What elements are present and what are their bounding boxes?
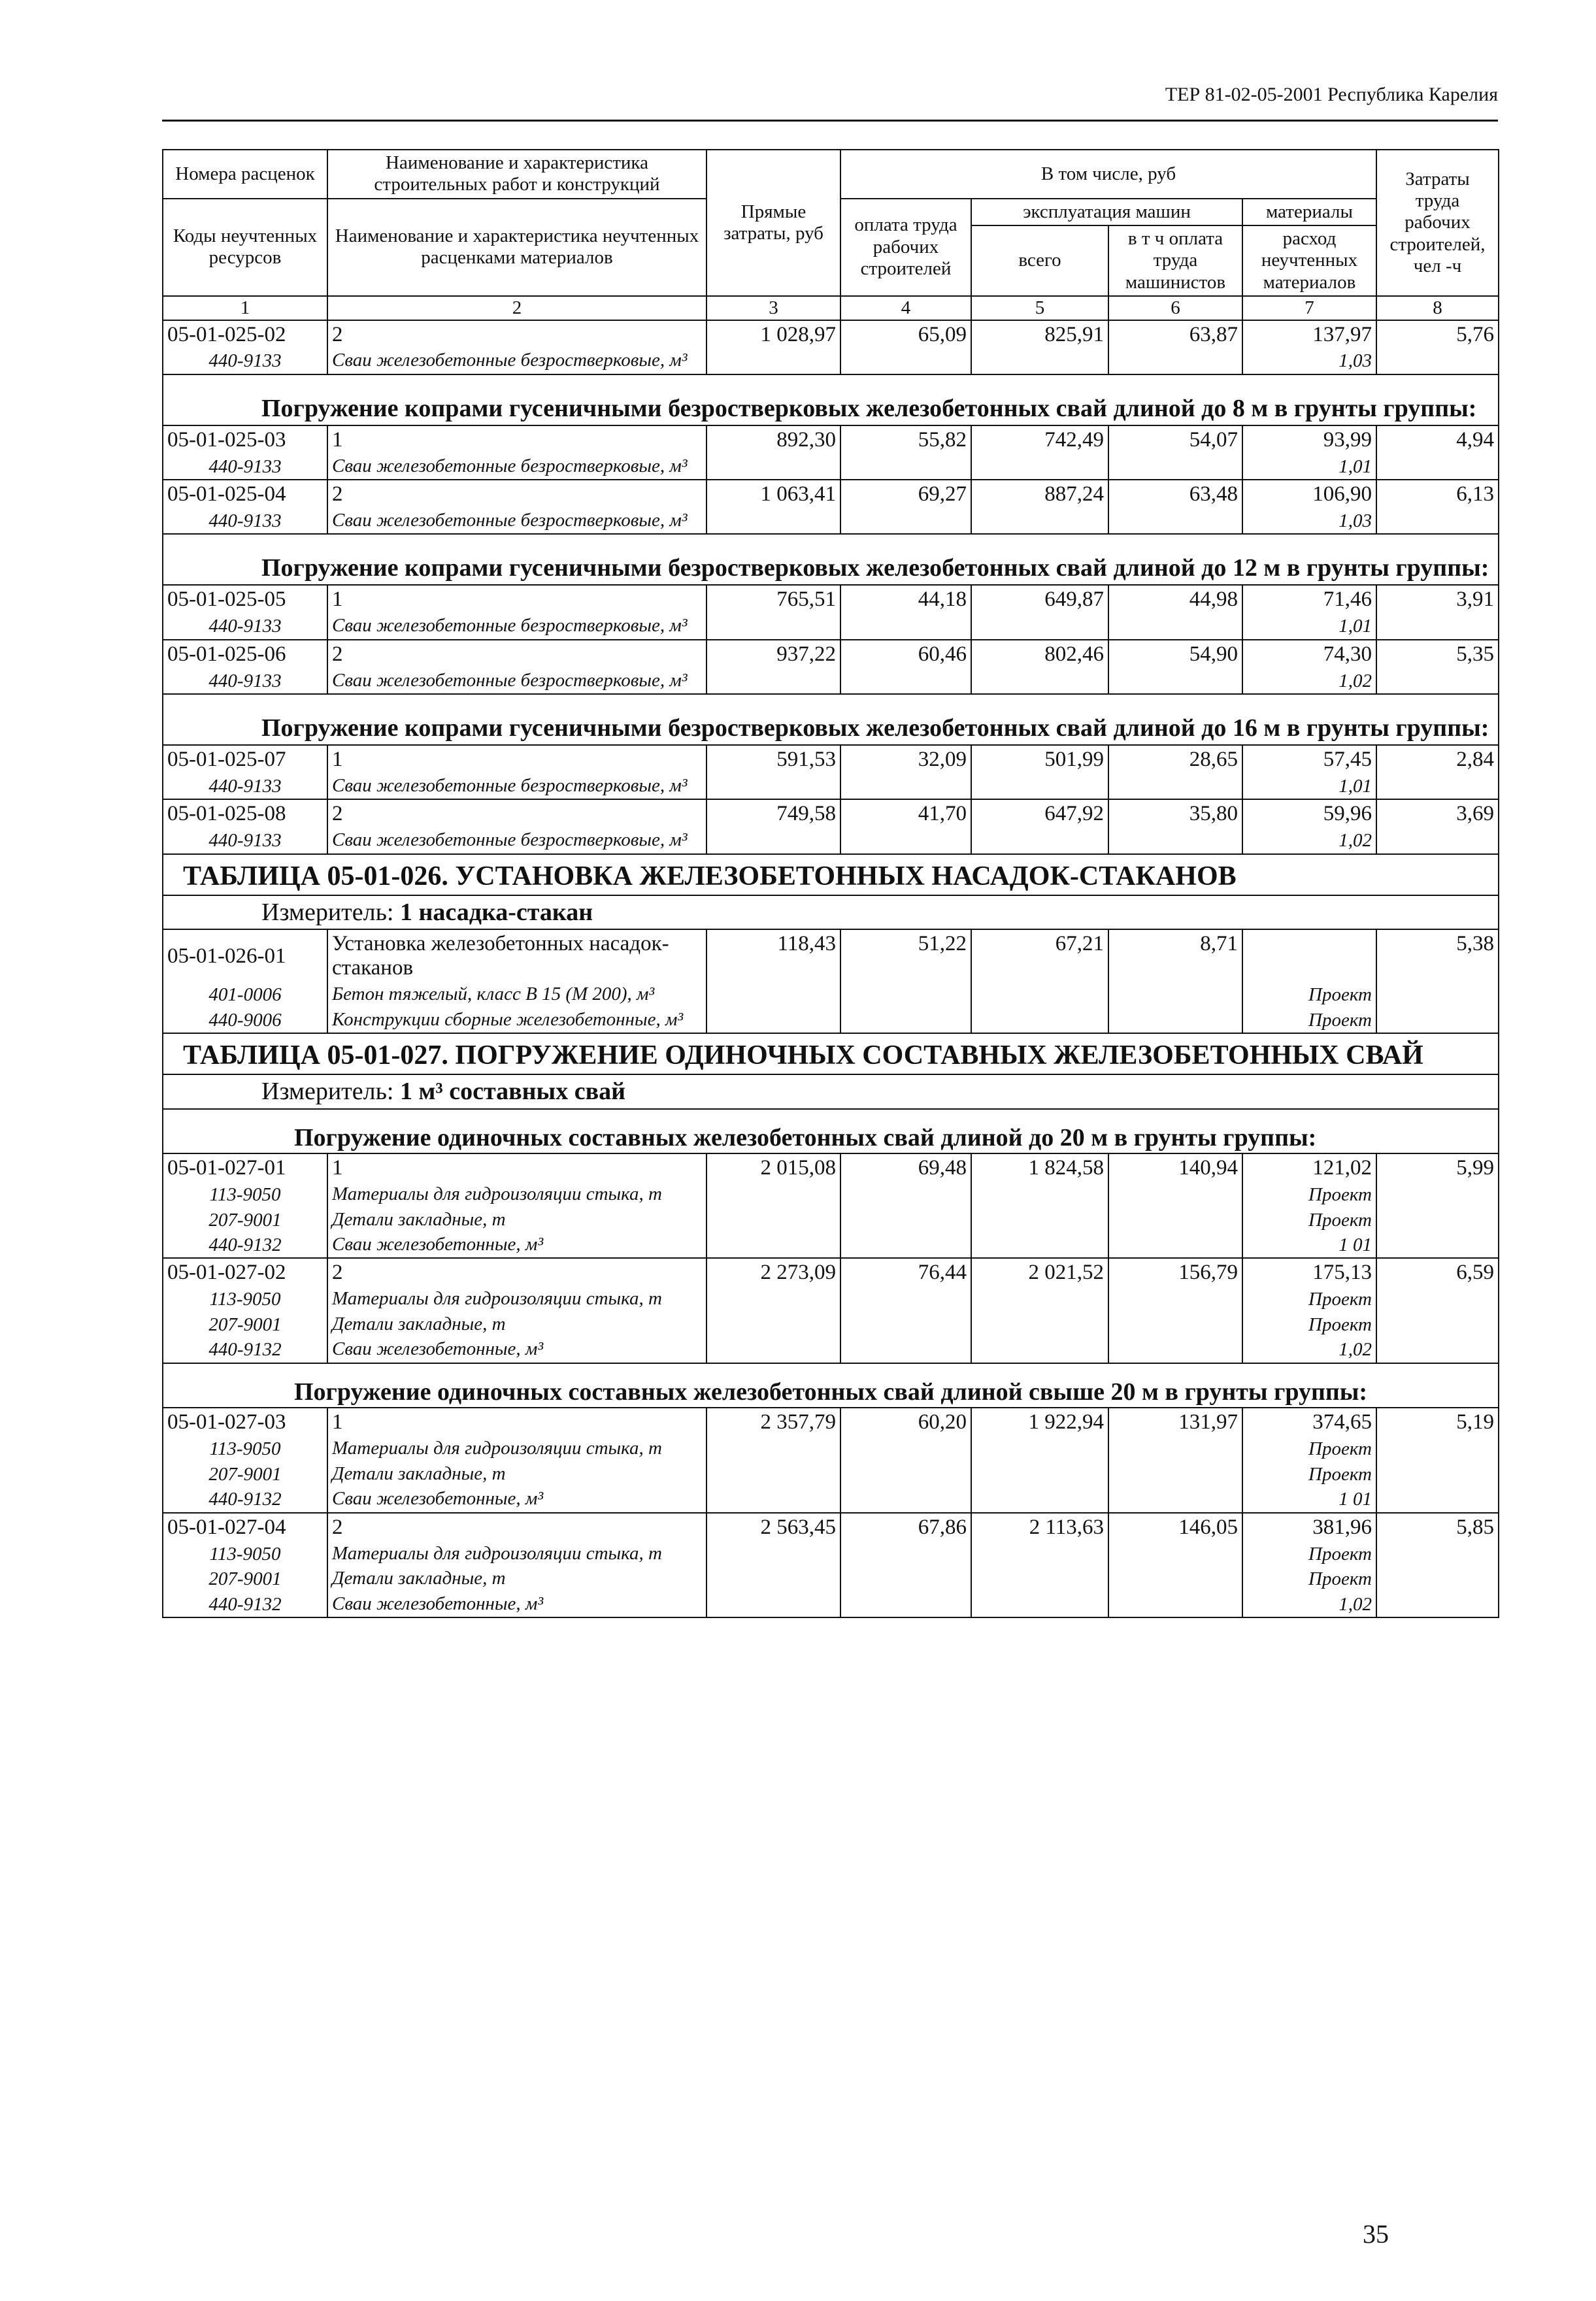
machines-total: 742,49: [971, 425, 1108, 454]
direct-costs: 2 357,79: [707, 1408, 840, 1436]
labor-costs: 5,85: [1376, 1513, 1499, 1542]
rate-code: 05-01-027-03: [163, 1408, 327, 1436]
material-row: [163, 1312, 1499, 1337]
labor-costs: 5,76: [1376, 320, 1499, 349]
rate-code: 05-01-025-06: [163, 640, 327, 669]
material-name: Сваи железобетонные, м³: [327, 1487, 707, 1512]
resource-code: 440-9133: [163, 454, 327, 480]
work-name: 1: [327, 745, 707, 774]
material-row: [163, 1487, 1499, 1512]
col-number: 3: [707, 296, 840, 320]
material-row: [163, 1592, 1499, 1617]
direct-costs: 2 015,08: [707, 1153, 840, 1182]
operator-wages: 35,80: [1108, 799, 1242, 828]
direct-costs: 765,51: [707, 585, 840, 614]
col-machines-header: эксплуатация машин: [971, 199, 1242, 225]
material-consumption: 1,02: [1242, 1337, 1376, 1363]
table-title: ТАБЛИЦА 05-01-027. ПОГРУЖЕНИЕ ОДИНОЧНЫХ СОСТАВНЫХ ЖЕЛЕЗОБЕТОННЫХ СВАЙ: [163, 1033, 1499, 1074]
material-row: [163, 1542, 1499, 1566]
material-name: Сваи железобетонные безростверковые, м³: [327, 669, 707, 694]
material-consumption: 1,03: [1242, 508, 1376, 534]
col-material-consumption-header: расход неучтенных материалов: [1242, 225, 1376, 296]
table-row: [163, 929, 1499, 982]
wages: 51,22: [840, 929, 971, 982]
col-number: 2: [327, 296, 707, 320]
material-name: Сваи железобетонные, м³: [327, 1337, 707, 1363]
material-name: Сваи железобетонные безростверковые, м³: [327, 508, 707, 534]
col-number: 1: [163, 296, 327, 320]
machines-total: 501,99: [971, 745, 1108, 774]
rate-code: 05-01-027-04: [163, 1513, 327, 1542]
material-row: [163, 1462, 1499, 1487]
material-name: Бетон тяжелый, класс В 15 (М 200), м³: [327, 982, 707, 1007]
wages: 65,09: [840, 320, 971, 349]
labor-costs: 3,91: [1376, 585, 1499, 614]
col-materials-header: материалы: [1242, 199, 1376, 225]
col-work-name-header: Наименование и характеристика строительных работ и конструкций: [327, 150, 707, 199]
work-name: 2: [327, 1513, 707, 1542]
header-rule: [162, 120, 1498, 122]
work-name: 2: [327, 320, 707, 349]
work-name: 1: [327, 1153, 707, 1182]
material-consumption: 1,03: [1242, 348, 1376, 374]
material-consumption: 1,01: [1242, 454, 1376, 480]
material-name: Материалы для гидроизоляции стыка, т: [327, 1182, 707, 1207]
wages: 41,70: [840, 799, 971, 828]
col-number: 7: [1242, 296, 1376, 320]
table-row: [163, 1258, 1499, 1287]
direct-costs: 2 563,45: [707, 1513, 840, 1542]
resource-code: 440-9006: [163, 1008, 327, 1033]
resource-code: 440-9133: [163, 828, 327, 853]
material-name: Детали закладные, т: [327, 1208, 707, 1233]
material-row: [163, 1287, 1499, 1312]
wages: 60,46: [840, 640, 971, 669]
machines-total: 649,87: [971, 585, 1108, 614]
material-consumption: Проект: [1242, 1462, 1376, 1487]
materials: 59,96: [1242, 799, 1376, 828]
rate-code: 05-01-027-02: [163, 1258, 327, 1287]
resource-code: 207-9001: [163, 1312, 327, 1337]
col-wages-header: оплата труда рабочих строителей: [840, 199, 971, 296]
machines-total: 67,21: [971, 929, 1108, 982]
material-name: Материалы для гидроизоляции стыка, т: [327, 1542, 707, 1566]
material-name: Сваи железобетонные безростверковые, м³: [327, 828, 707, 853]
material-row: [163, 1566, 1499, 1591]
material-name: Сваи железобетонные безростверковые, м³: [327, 454, 707, 480]
resource-code: 207-9001: [163, 1462, 327, 1487]
section-heading: Погружение копрами гусеничными безростверковых железобетонных свай длиной до 16 м в грунты группы:: [163, 694, 1499, 745]
document-header: ТЕР 81-02-05-2001 Республика Карелия: [1165, 84, 1498, 105]
wages: 67,86: [840, 1513, 971, 1542]
direct-costs: 1 063,41: [707, 480, 840, 508]
machines-total: 802,46: [971, 640, 1108, 669]
material-name: Сваи железобетонные, м³: [327, 1592, 707, 1617]
rate-code: 05-01-027-01: [163, 1153, 327, 1182]
material-row: [163, 1208, 1499, 1233]
material-name: Сваи железобетонные безростверковые, м³: [327, 348, 707, 374]
work-name: 1: [327, 1408, 707, 1436]
section-heading: Погружение копрами гусеничными безростверковых железобетонных свай длиной до 12 м в грунты группы:: [163, 534, 1499, 585]
material-row: [163, 508, 1499, 534]
page-number: 35: [1363, 2219, 1389, 2249]
materials: 175,13: [1242, 1258, 1376, 1287]
machines-total: 647,92: [971, 799, 1108, 828]
rate-code: 05-01-025-03: [163, 425, 327, 454]
resource-code: 440-9132: [163, 1592, 327, 1617]
labor-costs: 3,69: [1376, 799, 1499, 828]
table-title: ТАБЛИЦА 05-01-026. УСТАНОВКА ЖЕЛЕЗОБЕТОННЫХ НАСАДОК-СТАКАНОВ: [163, 854, 1499, 895]
rate-code: 05-01-025-04: [163, 480, 327, 508]
table-row: [163, 585, 1499, 614]
col-number: 5: [971, 296, 1108, 320]
section-heading: Погружение одиночных составных железобетонных свай длиной до 20 м в грунты группы:: [163, 1109, 1499, 1154]
material-row: [163, 1337, 1499, 1363]
material-consumption: 1 01: [1242, 1233, 1376, 1258]
labor-costs: 5,99: [1376, 1153, 1499, 1182]
operator-wages: 131,97: [1108, 1408, 1242, 1436]
material-consumption: Проект: [1242, 1008, 1376, 1033]
table-row: [163, 1408, 1499, 1436]
work-name: 2: [327, 799, 707, 828]
machines-total: 2 021,52: [971, 1258, 1108, 1287]
operator-wages: 146,05: [1108, 1513, 1242, 1542]
material-name: Конструкции сборные железобетонные, м³: [327, 1008, 707, 1033]
rate-code: 05-01-025-08: [163, 799, 327, 828]
material-name: Сваи железобетонные безростверковые, м³: [327, 614, 707, 639]
col-machines-total-header: всего: [971, 225, 1108, 296]
wages: 69,27: [840, 480, 971, 508]
material-consumption: 1,01: [1242, 774, 1376, 799]
resource-code: 401-0006: [163, 982, 327, 1007]
material-row: [163, 614, 1499, 639]
machines-total: 1 922,94: [971, 1408, 1108, 1436]
operator-wages: 140,94: [1108, 1153, 1242, 1182]
material-consumption: Проект: [1242, 1208, 1376, 1233]
material-name: Детали закладные, т: [327, 1462, 707, 1487]
section-heading: Погружение одиночных составных железобетонных свай длиной свыше 20 м в грунты группы:: [163, 1363, 1499, 1408]
material-row: [163, 1182, 1499, 1207]
material-name: Сваи железобетонные безростверковые, м³: [327, 774, 707, 799]
machines-total: 887,24: [971, 480, 1108, 508]
labor-costs: 2,84: [1376, 745, 1499, 774]
material-row: [163, 774, 1499, 799]
work-name: 2: [327, 480, 707, 508]
material-consumption: Проект: [1242, 982, 1376, 1007]
material-row: [163, 828, 1499, 853]
material-consumption: Проект: [1242, 1436, 1376, 1461]
table-row: [163, 425, 1499, 454]
rate-code: 05-01-025-02: [163, 320, 327, 349]
direct-costs: 2 273,09: [707, 1258, 840, 1287]
materials: 57,45: [1242, 745, 1376, 774]
direct-costs: 591,53: [707, 745, 840, 774]
wages: 76,44: [840, 1258, 971, 1287]
labor-costs: 5,35: [1376, 640, 1499, 669]
labor-costs: 5,19: [1376, 1408, 1499, 1436]
col-including-header: В том числе, руб: [840, 150, 1376, 199]
operator-wages: 54,07: [1108, 425, 1242, 454]
resource-code: 113-9050: [163, 1287, 327, 1312]
table-row: [163, 640, 1499, 669]
material-row: [163, 1436, 1499, 1461]
material-name: Материалы для гидроизоляции стыка, т: [327, 1436, 707, 1461]
col-direct-costs-header: Прямые затраты, руб: [707, 150, 840, 296]
direct-costs: 1 028,97: [707, 320, 840, 349]
wages: 32,09: [840, 745, 971, 774]
material-row: [163, 1233, 1499, 1258]
resource-code: 440-9133: [163, 669, 327, 694]
col-labor-costs-header: Затраты труда рабочих строителей, чел -ч: [1376, 150, 1499, 296]
resource-code: 440-9133: [163, 348, 327, 374]
material-row: [163, 1008, 1499, 1033]
resource-code: 440-9132: [163, 1337, 327, 1363]
work-name: 2: [327, 1258, 707, 1287]
material-consumption: 1,02: [1242, 1592, 1376, 1617]
work-name: 2: [327, 640, 707, 669]
materials: 71,46: [1242, 585, 1376, 614]
material-name: Материалы для гидроизоляции стыка, т: [327, 1287, 707, 1312]
material-consumption: 1,02: [1242, 669, 1376, 694]
wages: 60,20: [840, 1408, 971, 1436]
work-name: 1: [327, 425, 707, 454]
unit-of-measure: Измеритель: 1 насадка-стакан: [163, 895, 1499, 930]
resource-code: 440-9133: [163, 774, 327, 799]
table-row: [163, 1153, 1499, 1182]
materials: 121,02: [1242, 1153, 1376, 1182]
resource-code: 113-9050: [163, 1542, 327, 1566]
operator-wages: 63,48: [1108, 480, 1242, 508]
direct-costs: 118,43: [707, 929, 840, 982]
materials: 137,97: [1242, 320, 1376, 349]
table-row: [163, 320, 1499, 349]
resource-code: 113-9050: [163, 1182, 327, 1207]
resource-code: 440-9133: [163, 508, 327, 534]
resource-code: 207-9001: [163, 1566, 327, 1591]
col-rate-numbers-header: Номера расценок: [163, 150, 327, 199]
machines-total: 1 824,58: [971, 1153, 1108, 1182]
materials: 93,99: [1242, 425, 1376, 454]
materials: 381,96: [1242, 1513, 1376, 1542]
labor-costs: 6,59: [1376, 1258, 1499, 1287]
operator-wages: 156,79: [1108, 1258, 1242, 1287]
labor-costs: 5,38: [1376, 929, 1499, 982]
materials: 106,90: [1242, 480, 1376, 508]
resource-code: 113-9050: [163, 1436, 327, 1461]
material-row: [163, 982, 1499, 1007]
direct-costs: 892,30: [707, 425, 840, 454]
wages: 44,18: [840, 585, 971, 614]
resource-code: 440-9132: [163, 1487, 327, 1512]
operator-wages: 8,71: [1108, 929, 1242, 982]
wages: 55,82: [840, 425, 971, 454]
table-row: [163, 480, 1499, 508]
operator-wages: 28,65: [1108, 745, 1242, 774]
unit-of-measure: Измеритель: 1 м³ составных свай: [163, 1074, 1499, 1109]
operator-wages: 44,98: [1108, 585, 1242, 614]
material-consumption: Проект: [1242, 1182, 1376, 1207]
col-number: 8: [1376, 296, 1499, 320]
rate-code: 05-01-026-01: [163, 929, 327, 982]
material-name: Сваи железобетонные, м³: [327, 1233, 707, 1258]
col-number: 6: [1108, 296, 1242, 320]
material-name: Детали закладные, т: [327, 1566, 707, 1591]
work-name: Установка железобетонных насадок-стаканов: [327, 929, 707, 982]
material-consumption: Проект: [1242, 1287, 1376, 1312]
rates-table: [162, 149, 1499, 1618]
resource-code: 207-9001: [163, 1208, 327, 1233]
table-row: [163, 1513, 1499, 1542]
col-number: 4: [840, 296, 971, 320]
direct-costs: 937,22: [707, 640, 840, 669]
materials: 74,30: [1242, 640, 1376, 669]
rate-code: 05-01-025-07: [163, 745, 327, 774]
material-row: [163, 454, 1499, 480]
material-consumption: Проект: [1242, 1542, 1376, 1566]
resource-code: 440-9133: [163, 614, 327, 639]
col-operator-wages-header: в т ч оплата труда машинистов: [1108, 225, 1242, 296]
materials: 374,65: [1242, 1408, 1376, 1436]
col-material-name-header: Наименование и характеристика неучтенных расценками материалов: [327, 199, 707, 296]
work-name: 1: [327, 585, 707, 614]
material-consumption: 1 01: [1242, 1487, 1376, 1512]
material-consumption: 1,02: [1242, 828, 1376, 853]
labor-costs: 4,94: [1376, 425, 1499, 454]
machines-total: 2 113,63: [971, 1513, 1108, 1542]
material-consumption: Проект: [1242, 1312, 1376, 1337]
table-row: [163, 799, 1499, 828]
wages: 69,48: [840, 1153, 971, 1182]
rate-code: 05-01-025-05: [163, 585, 327, 614]
machines-total: 825,91: [971, 320, 1108, 349]
material-consumption: Проект: [1242, 1566, 1376, 1591]
section-heading: Погружение копрами гусеничными безростверковых железобетонных свай длиной до 8 м в грунты группы:: [163, 374, 1499, 425]
labor-costs: 6,13: [1376, 480, 1499, 508]
material-row: [163, 348, 1499, 374]
table-row: [163, 745, 1499, 774]
material-row: [163, 669, 1499, 694]
operator-wages: 54,90: [1108, 640, 1242, 669]
col-resource-codes-header: Коды неучтенных ресурсов: [163, 199, 327, 296]
direct-costs: 749,58: [707, 799, 840, 828]
material-consumption: 1,01: [1242, 614, 1376, 639]
operator-wages: 63,87: [1108, 320, 1242, 349]
resource-code: 440-9132: [163, 1233, 327, 1258]
material-name: Детали закладные, т: [327, 1312, 707, 1337]
